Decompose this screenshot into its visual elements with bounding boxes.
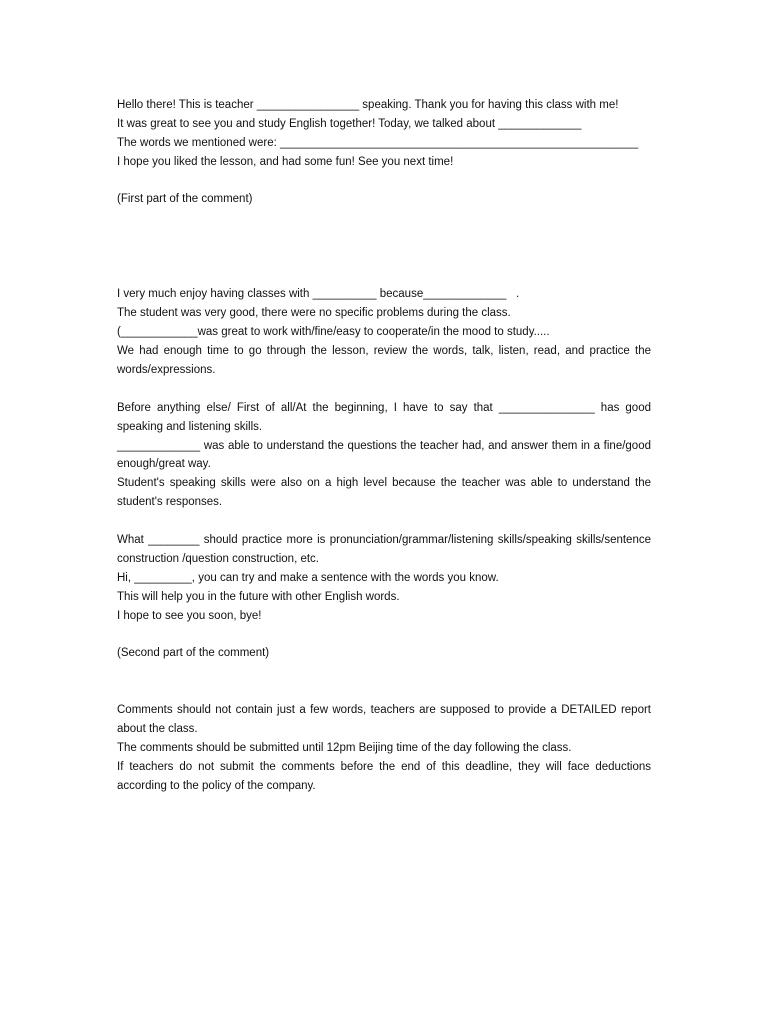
enjoy-line-3: (____________was great to work with/fine/easy to cooperate/in the mood to study..... [117,326,550,339]
spacer [117,512,651,531]
skills-paragraph-1: Before anything else/ First of all/At the beginning, I have to say that _______________ has good speaking and listening skills. [117,401,651,433]
spacer [117,172,651,191]
practice-paragraph: What ________ should practice more is pronunciation/grammar/listening skills/speaking skills/sentence construction /question construction, etc. [117,534,651,565]
enjoy-line-1: I very much enjoy having classes with __________ because_____________ . [117,288,520,301]
intro-line-3: The words we mentioned were: ________________________________________________________ [117,136,639,149]
practice-line-2: Hi, _________, you can try and make a sentence with the words you know. [117,571,499,584]
spacer [117,209,651,285]
practice-block [117,531,651,625]
spacer [117,626,651,645]
first-part-label: (First part of the comment) [117,193,253,206]
document-page [117,96,651,796]
intro-block [117,96,651,172]
intro-line-2: It was great to see you and study English together! Today, we talked about _____________ [117,117,582,130]
spacer [117,663,651,701]
intro-line-1: Hello there! This is teacher ________________ speaking. Thank you for having this class with me! [117,99,619,111]
rules-paragraph-1: Comments should not contain just a few words, teachers are supposed to provide a DETAILED report about the class. [117,704,651,736]
rules-paragraph-2: The comments should be submitted until 12pm Beijing time of the day following the class. [117,742,572,755]
enjoy-block [117,285,651,379]
skills-block [117,399,651,512]
intro-line-4: I hope you liked the lesson, and had some fun! See you next time! [117,155,454,168]
practice-line-4: I hope to see you soon, bye! [117,609,262,622]
rules-block [117,701,651,796]
spacer [117,380,651,399]
enjoy-paragraph: We had enough time to go through the lesson, review the words, talk, listen, read, and practice the words/expressions. [117,345,651,376]
enjoy-line-2: The student was very good, there were no specific problems during the class. [117,307,511,320]
skills-paragraph-2: _____________ was able to understand the questions the teacher had, and answer them in a fine/good enough/great way. [117,439,651,471]
skills-paragraph-3: Student's speaking skills were also on a high level because the teacher was able to understand the student's responses. [117,477,651,509]
rules-paragraph-3: If teachers do not submit the comments before the end of this deadline, they will face deductions according to the policy of the company. [117,761,651,792]
practice-line-3: This will help you in the future with other English words. [117,590,400,603]
second-part-label: (Second part of the comment) [117,647,270,660]
